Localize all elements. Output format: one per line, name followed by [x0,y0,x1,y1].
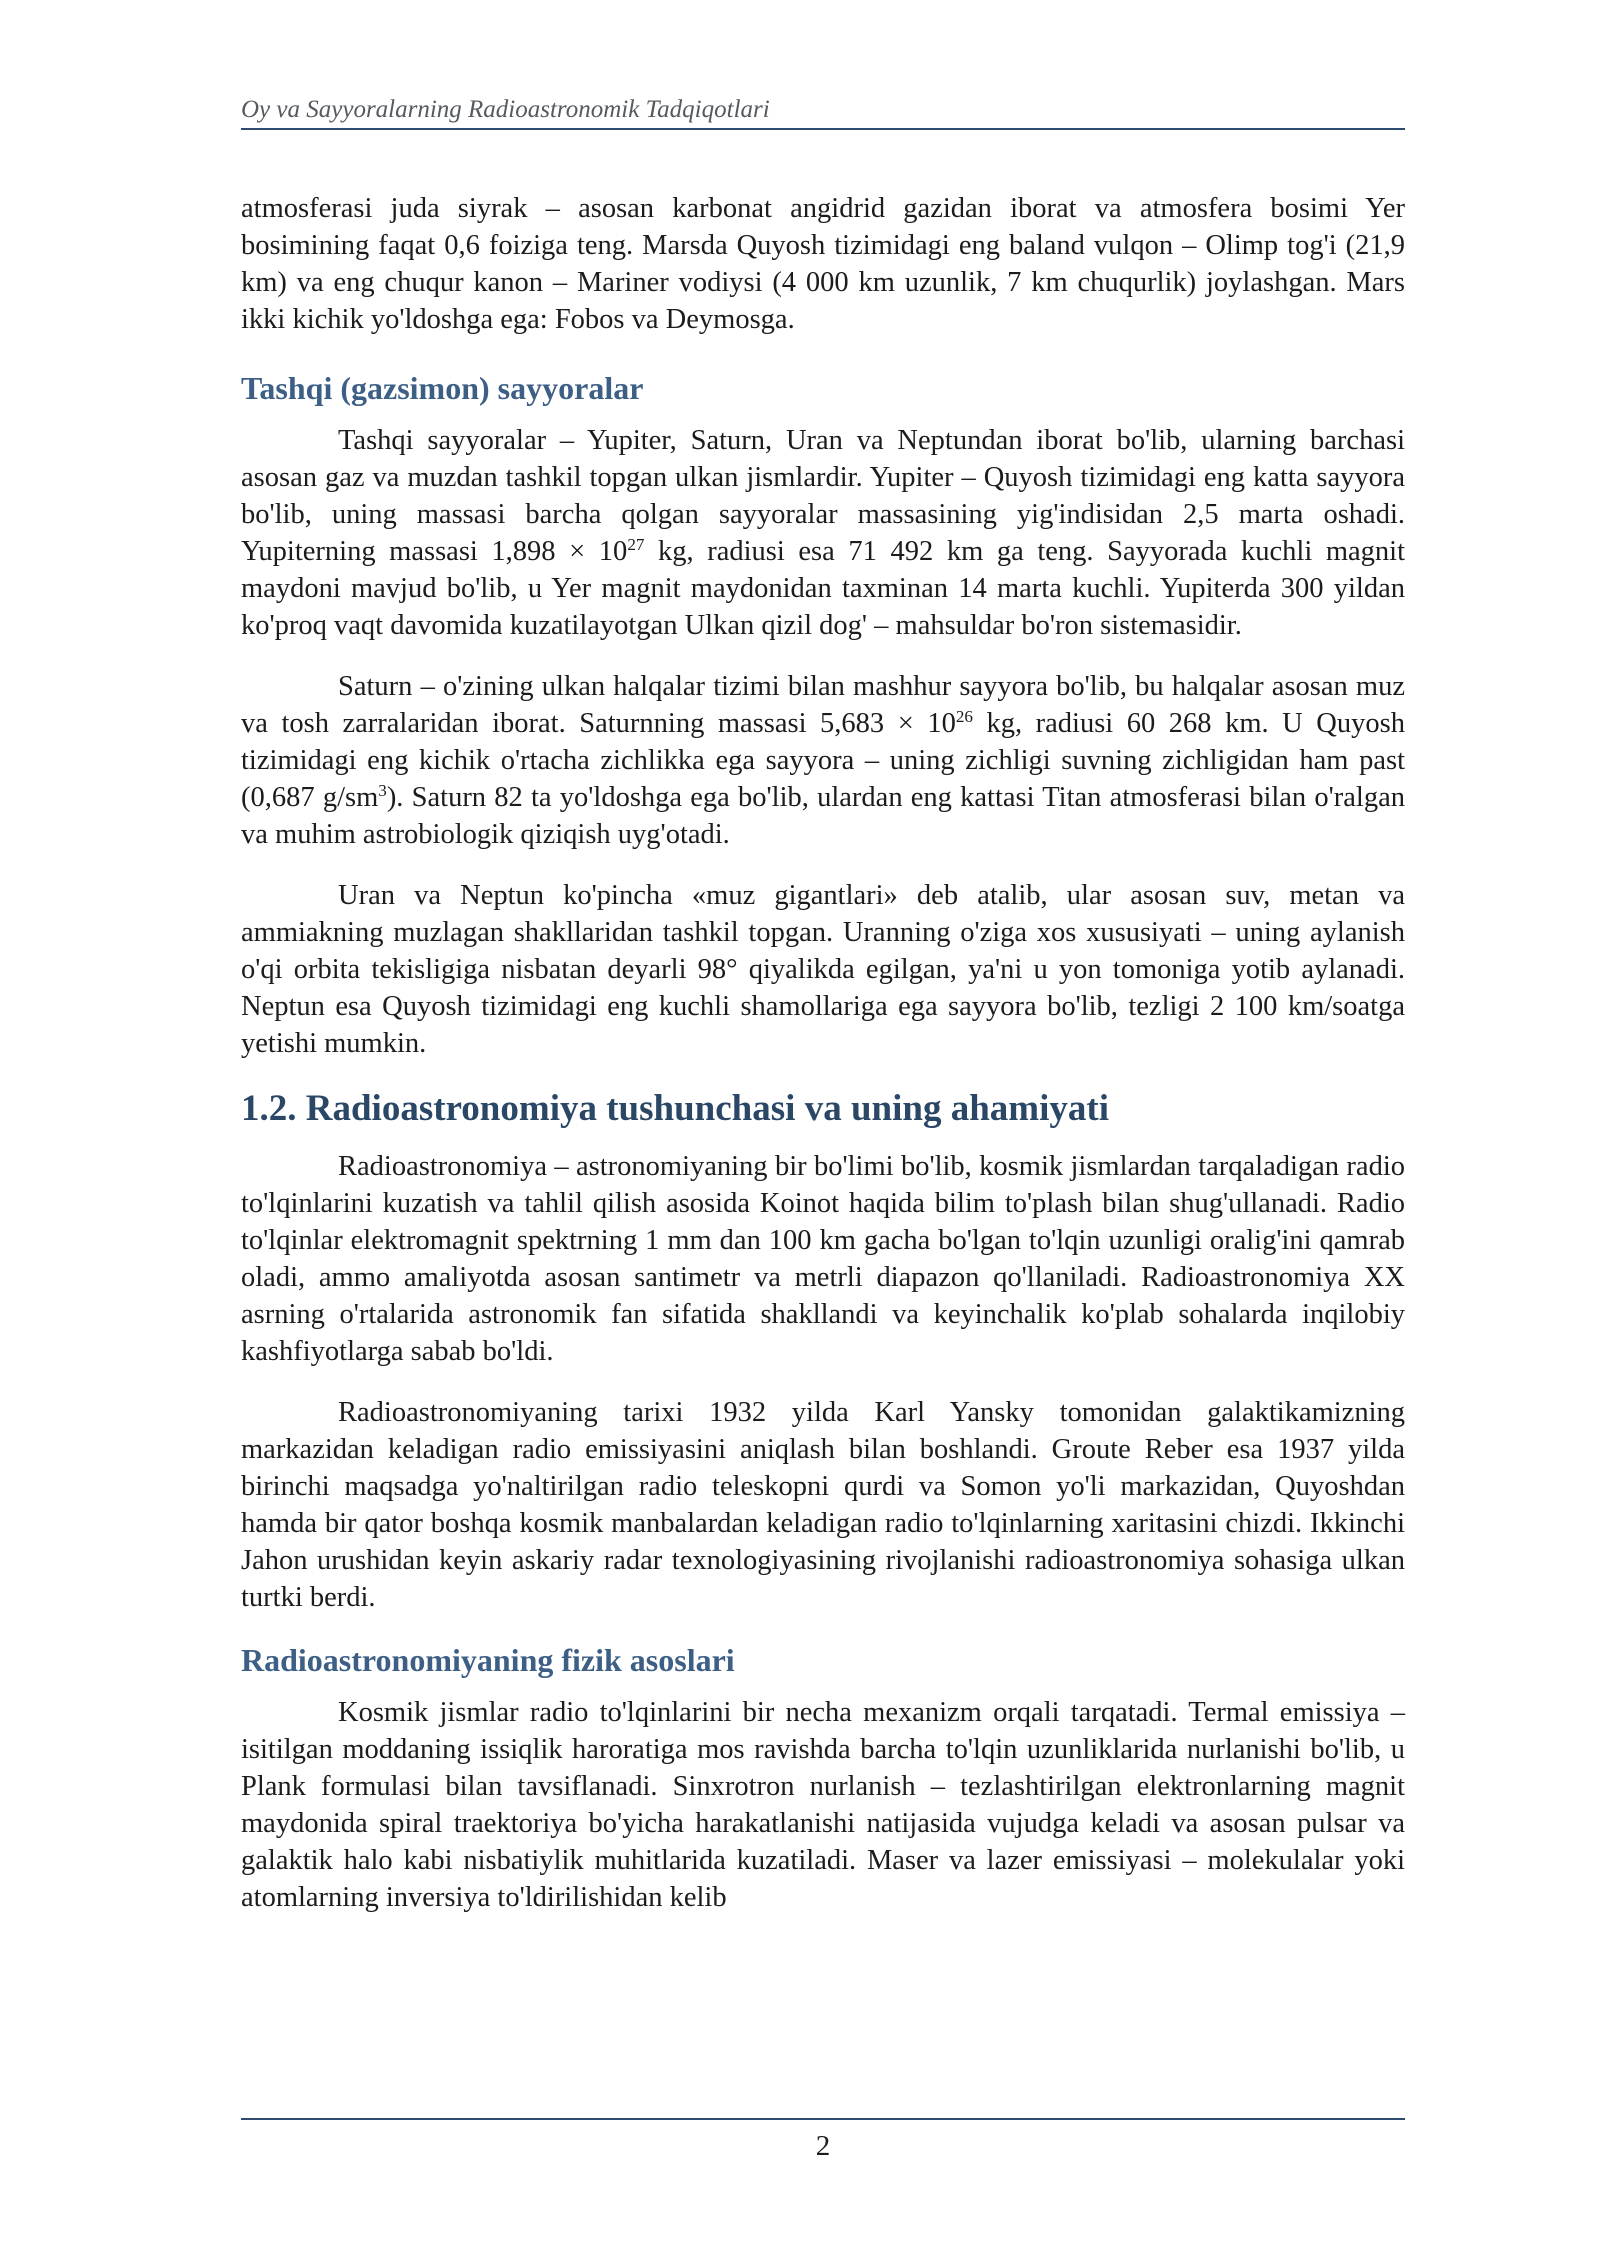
radioastronomy-history-paragraph: Radioastronomiyaning tarixi 1932 yilda Karl Yansky tomonidan galaktikamizning markazidan keladigan radio emissiyasini aniqlash bilan boshlandi. Groute Reber esa 1937 yilda birinchi maqsadga yo'naltirilgan radio teleskopni qurdi va Somon yo'li markazidan, Quyoshdan hamda bir qator boshqa kosmik manbalardan keladigan radio to'lqinlarning xaritasini chizdi. Ikkinchi Jahon urushidan keyin askariy radar texnologiyasining rivojlanishi radioastronomiya sohasiga ulkan turtki berdi. [241,1397,1405,1613]
emission-mechanisms-paragraph: Kosmik jismlar radio to'lqinlarini bir necha mexanizm orqali tarqatadi. Termal emissiya – isitilgan moddaning issiqlik haroratiga mos ravishda barcha to'lqin uzunliklarida nurlanishi bo'lib, u Plank formulasi bilan tavsiflanadi. Sinxrotron nurlanish – tezlashtirilgan elektronlarning magnit maydonida spiral traektoriya bo'yicha harakatlanishi natijasida vujudga keladi va asosan pulsar va galaktik halo kabi nisbatiylik muhitlarida kuzatiladi. Maser va lazer emissiyasi – molekulalar yoki atomlarning inversiya to'ldirilishidan kelib [241,1697,1405,1913]
intro-paragraph: atmosferasi juda siyrak – asosan karbonat angidrid gazidan iborat va atmosfera bosimi Yer bosimining faqat 0,6 foiziga teng. Marsda Quyosh tizimidagi eng baland vulqon – Olimp tog'i (21,9 km) va eng chuqur kanon – Mariner vodiysi (4 000 km uzunlik, 7 km chuqurlik) joylashgan. Mars ikki kichik yo'ldoshga ega: Fobos va Deymosga. [241,193,1405,335]
density-unit-exponent: 3 [378,780,387,800]
page-number: 2 [815,2130,831,2162]
section-heading-1-2: 1.2. Radioastronomiya tushunchasi va uning ahamiyati [241,1088,1109,1129]
saturn-text-a: Saturn – o'zining ulkan halqalar tizimi bilan mashhur sayyora bo'lib, bu halqalar asosan muz va tosh zarralaridan iborat. Saturnning massasi 5,683 × 10 [241,671,1405,739]
page-content [241,190,1405,1940]
header-divider [241,128,1405,130]
saturn-mass-exponent: 26 [955,706,973,726]
jupiter-mass-exponent: 27 [627,534,645,554]
outer-planets-heading: Tashqi (gazsimon) sayyoralar [241,370,644,406]
ice-giants-paragraph: Uran va Neptun ko'pincha «muz gigantlari» deb atalib, ular asosan suv, metan va ammiakning muzlagan shakllaridan tashkil topgan. Uranning o'ziga xos xususiyati – uning aylanish o'qi orbita tekisligiga nisbatan deyarli 98° qiyalikda egilgan, ya'ni u yon tomoniga yotib aylanadi. Neptun esa Quyosh tizimidagi eng kuchli shamollariga ega sayyora bo'lib, tezligi 2 100 km/soatga yetishi mumkin. [241,880,1405,1059]
radioastronomy-definition-paragraph: Radioastronomiya – astronomiyaning bir bo'limi bo'lib, kosmik jismlardan tarqaladigan radio to'lqinlarini kuzatish va tahlil qilish asosida Koinot haqida bilim to'plash bilan shug'ullanadi. Radio to'lqinlar elektromagnit spektrning 1 mm dan 100 km gacha bo'lgan to'lqin uzunligi oralig'ini qamrab oladi, ammo amaliyotda asosan santimetr va metrli diapazon qo'llaniladi. Radioastronomiya XX asrning o'rtalarida astronomik fan sifatida shakllandi va keyinchalik ko'plab sohalarda inqilobiy kashfiyotlarga sabab bo'ldi. [241,1151,1405,1367]
footer-divider [241,2118,1405,2120]
jupiter-text-b: kg, radiusi esa 71 492 km ga teng. Sayyorada kuchli magnit maydoni mavjud bo'lib, u Yer magnit maydonidan taxminan 14 marta kuchli. Yupiterda 300 yildan ko'proq vaqt davomida kuzatilayotgan Ulkan qizil dog' – mahsuldar bo'ron sistemasidir. [241,536,1405,641]
running-header: Oy va Sayyoralarning Radioastronomik Tadqiqotlari [241,96,770,123]
jupiter-paragraph [241,422,1405,644]
saturn-text-b: kg, radiusi 60 268 km. U Quyosh tizimidagi eng kichik o'rtacha zichlikka ega sayyora – uning zichligi suvning zichligidan ham past (0,687 g/sm [241,708,1405,813]
saturn-text-c: ). Saturn 82 ta yo'ldoshga ega bo'lib, ulardan eng kattasi Titan atmosferasi bilan o'ralgan va muhim astrobiologik qiziqish uyg'otadi. [241,782,1405,850]
jupiter-text-a: Tashqi sayyoralar – Yupiter, Saturn, Uran va Neptundan iborat bo'lib, ularning barchasi asosan gaz va muzdan tashkil topgan ulkan jismlardir. Yupiter – Quyosh tizimidagi eng katta sayyora bo'lib, uning massasi barcha qolgan sayyoralar massasining yig'indisidan 2,5 marta oshadi. Yupiterning massasi 1,898 × 10 [241,425,1405,567]
saturn-paragraph [241,668,1405,853]
physical-basis-heading: Radioastronomiyaning fizik asoslari [241,1642,735,1678]
